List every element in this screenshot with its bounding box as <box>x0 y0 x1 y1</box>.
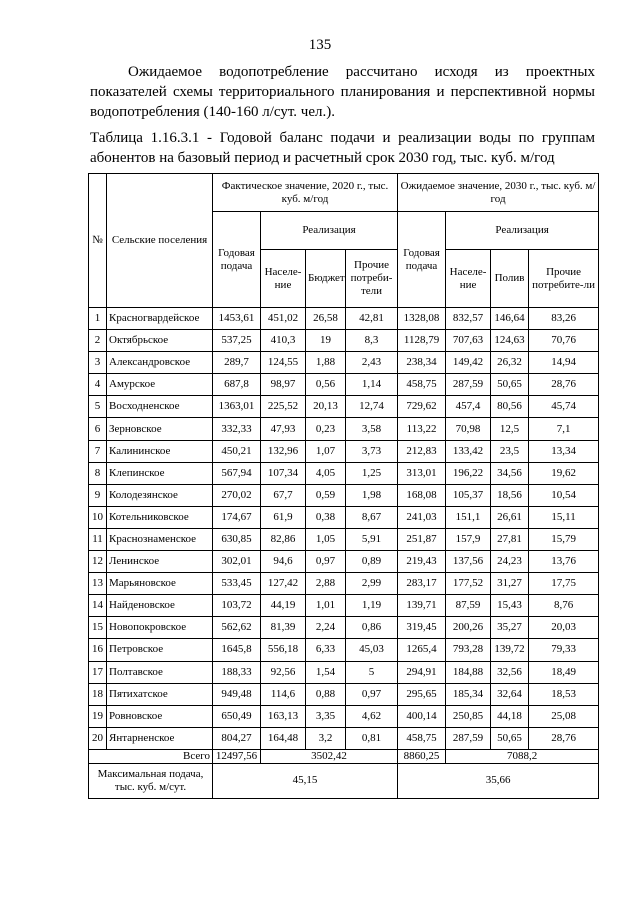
fact-other: 3,73 <box>346 440 398 462</box>
expected-watering: 31,27 <box>491 573 529 595</box>
fact-population: 107,34 <box>261 462 306 484</box>
expected-population: 200,26 <box>446 617 491 639</box>
header-expected-population: Населе-ние <box>446 250 491 308</box>
fact-other: 5,91 <box>346 528 398 550</box>
fact-other: 0,89 <box>346 551 398 573</box>
fact-supply: 332,33 <box>213 418 261 440</box>
fact-budget: 0,56 <box>306 374 346 396</box>
expected-other: 10,54 <box>529 484 599 506</box>
fact-budget: 4,05 <box>306 462 346 484</box>
table-row <box>89 617 599 639</box>
fact-budget: 0,38 <box>306 506 346 528</box>
fact-budget: 1,88 <box>306 352 346 374</box>
max-supply-row <box>89 763 599 798</box>
expected-other: 19,62 <box>529 462 599 484</box>
fact-population: 98,97 <box>261 374 306 396</box>
row-num: 19 <box>89 705 107 727</box>
expected-supply: 238,34 <box>398 352 446 374</box>
expected-watering: 124,63 <box>491 330 529 352</box>
fact-population: 94,6 <box>261 551 306 573</box>
expected-supply: 400,14 <box>398 705 446 727</box>
fact-other: 0,97 <box>346 683 398 705</box>
fact-supply: 630,85 <box>213 528 261 550</box>
expected-watering: 50,65 <box>491 727 529 749</box>
fact-other: 3,58 <box>346 418 398 440</box>
settlement-name: Новопокровское <box>107 617 213 639</box>
table-row <box>89 330 599 352</box>
row-num: 20 <box>89 727 107 749</box>
row-num: 16 <box>89 639 107 661</box>
fact-supply: 289,7 <box>213 352 261 374</box>
settlement-name: Ленинское <box>107 551 213 573</box>
fact-other: 1,98 <box>346 484 398 506</box>
expected-watering: 32,64 <box>491 683 529 705</box>
fact-population: 44,19 <box>261 595 306 617</box>
fact-other: 4,62 <box>346 705 398 727</box>
table-row <box>89 528 599 550</box>
row-num: 6 <box>89 418 107 440</box>
header-fact-population: Населе-ние <box>261 250 306 308</box>
total-label: Всего <box>89 749 213 763</box>
table-row <box>89 639 599 661</box>
table-row <box>89 308 599 330</box>
expected-supply: 729,62 <box>398 396 446 418</box>
expected-other: 18,49 <box>529 661 599 683</box>
expected-population: 287,59 <box>446 727 491 749</box>
expected-watering: 34,56 <box>491 462 529 484</box>
header-expected-annual-supply: Годовая подача <box>398 212 446 308</box>
expected-population: 105,37 <box>446 484 491 506</box>
expected-supply: 168,08 <box>398 484 446 506</box>
expected-other: 13,34 <box>529 440 599 462</box>
header-expected-period: Ожидаемое значение, 2030 г., тыс. куб. м/год <box>398 174 599 212</box>
expected-other: 45,74 <box>529 396 599 418</box>
expected-watering: 27,81 <box>491 528 529 550</box>
settlement-name: Петровское <box>107 639 213 661</box>
fact-other: 1,19 <box>346 595 398 617</box>
expected-watering: 44,18 <box>491 705 529 727</box>
fact-supply: 174,67 <box>213 506 261 528</box>
fact-budget: 2,88 <box>306 573 346 595</box>
max-supply-fact: 45,15 <box>213 763 398 798</box>
fact-supply: 537,25 <box>213 330 261 352</box>
table-row <box>89 661 599 683</box>
fact-other: 45,03 <box>346 639 398 661</box>
expected-other: 70,76 <box>529 330 599 352</box>
fact-other: 2,99 <box>346 573 398 595</box>
expected-watering: 26,61 <box>491 506 529 528</box>
fact-budget: 26,58 <box>306 308 346 330</box>
expected-supply: 458,75 <box>398 374 446 396</box>
table-row <box>89 705 599 727</box>
fact-supply: 567,94 <box>213 462 261 484</box>
fact-budget: 3,35 <box>306 705 346 727</box>
expected-population: 793,28 <box>446 639 491 661</box>
expected-population: 151,1 <box>446 506 491 528</box>
fact-population: 47,93 <box>261 418 306 440</box>
total-expected-realization: 7088,2 <box>446 749 599 763</box>
header-settlement: Сельские поселения <box>107 174 213 308</box>
table-row <box>89 727 599 749</box>
expected-supply: 251,87 <box>398 528 446 550</box>
expected-watering: 80,56 <box>491 396 529 418</box>
expected-population: 87,59 <box>446 595 491 617</box>
settlement-name: Клепинское <box>107 462 213 484</box>
row-num: 10 <box>89 506 107 528</box>
fact-other: 8,3 <box>346 330 398 352</box>
fact-budget: 0,88 <box>306 683 346 705</box>
expected-other: 8,76 <box>529 595 599 617</box>
fact-population: 451,02 <box>261 308 306 330</box>
fact-budget: 19 <box>306 330 346 352</box>
expected-other: 20,03 <box>529 617 599 639</box>
table-row <box>89 506 599 528</box>
fact-budget: 1,07 <box>306 440 346 462</box>
expected-other: 28,76 <box>529 374 599 396</box>
fact-supply: 188,33 <box>213 661 261 683</box>
expected-other: 15,79 <box>529 528 599 550</box>
fact-supply: 804,27 <box>213 727 261 749</box>
expected-supply: 319,45 <box>398 617 446 639</box>
settlement-name: Марьяновское <box>107 573 213 595</box>
fact-population: 92,56 <box>261 661 306 683</box>
fact-population: 225,52 <box>261 396 306 418</box>
table-row <box>89 573 599 595</box>
header-fact-budget: Бюджет <box>306 250 346 308</box>
expected-supply: 212,83 <box>398 440 446 462</box>
expected-population: 457,4 <box>446 396 491 418</box>
fact-other: 5 <box>346 661 398 683</box>
header-fact-other: Прочие потреби-тели <box>346 250 398 308</box>
settlement-name: Александровское <box>107 352 213 374</box>
water-balance-table <box>88 173 599 799</box>
row-num: 9 <box>89 484 107 506</box>
expected-supply: 283,17 <box>398 573 446 595</box>
header-expected-other: Прочие потребите-ли <box>529 250 599 308</box>
settlement-name: Восходненское <box>107 396 213 418</box>
expected-watering: 146,64 <box>491 308 529 330</box>
expected-supply: 219,43 <box>398 551 446 573</box>
fact-supply: 450,21 <box>213 440 261 462</box>
header-fact-realization: Реализация <box>261 212 398 250</box>
fact-population: 127,42 <box>261 573 306 595</box>
expected-supply: 295,65 <box>398 683 446 705</box>
table-body <box>89 308 599 750</box>
fact-supply: 949,48 <box>213 683 261 705</box>
settlement-name: Найденовское <box>107 595 213 617</box>
expected-population: 70,98 <box>446 418 491 440</box>
expected-watering: 139,72 <box>491 639 529 661</box>
header-fact-period: Фактическое значение, 2020 г., тыс. куб. м/год <box>213 174 398 212</box>
expected-other: 83,26 <box>529 308 599 330</box>
fact-other: 2,43 <box>346 352 398 374</box>
header-expected-watering: Полив <box>491 250 529 308</box>
expected-population: 157,9 <box>446 528 491 550</box>
expected-population: 133,42 <box>446 440 491 462</box>
table-row <box>89 551 599 573</box>
expected-supply: 1265,4 <box>398 639 446 661</box>
expected-supply: 458,75 <box>398 727 446 749</box>
max-supply-expected: 35,66 <box>398 763 599 798</box>
expected-supply: 294,91 <box>398 661 446 683</box>
fact-other: 0,86 <box>346 617 398 639</box>
fact-budget: 1,54 <box>306 661 346 683</box>
settlement-name: Октябрьское <box>107 330 213 352</box>
expected-supply: 113,22 <box>398 418 446 440</box>
fact-population: 67,7 <box>261 484 306 506</box>
expected-population: 185,34 <box>446 683 491 705</box>
row-num: 14 <box>89 595 107 617</box>
fact-budget: 6,33 <box>306 639 346 661</box>
table-row <box>89 484 599 506</box>
fact-budget: 20,13 <box>306 396 346 418</box>
expected-population: 184,88 <box>446 661 491 683</box>
row-num: 3 <box>89 352 107 374</box>
expected-population: 177,52 <box>446 573 491 595</box>
settlement-name: Пятихатское <box>107 683 213 705</box>
expected-other: 15,11 <box>529 506 599 528</box>
settlement-name: Котельниковское <box>107 506 213 528</box>
row-num: 15 <box>89 617 107 639</box>
fact-supply: 1645,8 <box>213 639 261 661</box>
header-num: № <box>89 174 107 308</box>
fact-population: 81,39 <box>261 617 306 639</box>
header-fact-annual-supply: Годовая подача <box>213 212 261 308</box>
fact-budget: 1,01 <box>306 595 346 617</box>
fact-population: 163,13 <box>261 705 306 727</box>
fact-other: 1,25 <box>346 462 398 484</box>
table-row <box>89 440 599 462</box>
table-row <box>89 462 599 484</box>
settlement-name: Калининское <box>107 440 213 462</box>
settlement-name: Янтарненское <box>107 727 213 749</box>
page-number: 135 <box>308 37 332 53</box>
fact-population: 124,55 <box>261 352 306 374</box>
expected-other: 13,76 <box>529 551 599 573</box>
fact-supply: 562,62 <box>213 617 261 639</box>
expected-other: 25,08 <box>529 705 599 727</box>
table-row <box>89 396 599 418</box>
expected-watering: 50,65 <box>491 374 529 396</box>
fact-supply: 1453,61 <box>213 308 261 330</box>
row-num: 11 <box>89 528 107 550</box>
fact-population: 82,86 <box>261 528 306 550</box>
fact-budget: 0,97 <box>306 551 346 573</box>
expected-other: 14,94 <box>529 352 599 374</box>
total-row <box>89 749 599 763</box>
row-num: 18 <box>89 683 107 705</box>
expected-watering: 23,5 <box>491 440 529 462</box>
expected-watering: 15,43 <box>491 595 529 617</box>
expected-population: 137,56 <box>446 551 491 573</box>
fact-other: 8,67 <box>346 506 398 528</box>
row-num: 2 <box>89 330 107 352</box>
fact-supply: 687,8 <box>213 374 261 396</box>
fact-supply: 270,02 <box>213 484 261 506</box>
expected-supply: 1128,79 <box>398 330 446 352</box>
fact-budget: 3,2 <box>306 727 346 749</box>
expected-population: 149,42 <box>446 352 491 374</box>
table-row <box>89 683 599 705</box>
expected-other: 17,75 <box>529 573 599 595</box>
row-num: 8 <box>89 462 107 484</box>
expected-watering: 18,56 <box>491 484 529 506</box>
expected-other: 7,1 <box>529 418 599 440</box>
fact-population: 410,3 <box>261 330 306 352</box>
table-row <box>89 352 599 374</box>
settlement-name: Краснознаменское <box>107 528 213 550</box>
fact-supply: 302,01 <box>213 551 261 573</box>
settlement-name: Амурское <box>107 374 213 396</box>
settlement-name: Зерновское <box>107 418 213 440</box>
expected-watering: 12,5 <box>491 418 529 440</box>
fact-population: 132,96 <box>261 440 306 462</box>
fact-other: 12,74 <box>346 396 398 418</box>
header-expected-realization: Реализация <box>446 212 599 250</box>
expected-watering: 24,23 <box>491 551 529 573</box>
table-row <box>89 374 599 396</box>
fact-population: 164,48 <box>261 727 306 749</box>
expected-supply: 139,71 <box>398 595 446 617</box>
expected-population: 250,85 <box>446 705 491 727</box>
fact-other: 42,81 <box>346 308 398 330</box>
settlement-name: Красногвардейское <box>107 308 213 330</box>
table-caption: Таблица 1.16.3.1 - Годовой баланс подачи и реализации воды по группам абонентов на базовый период и расчетный срок 2030 год, тыс. куб. м/год <box>90 130 595 166</box>
fact-budget: 0,59 <box>306 484 346 506</box>
settlement-name: Ровновское <box>107 705 213 727</box>
expected-population: 707,63 <box>446 330 491 352</box>
row-num: 1 <box>89 308 107 330</box>
expected-watering: 26,32 <box>491 352 529 374</box>
total-fact-supply: 12497,56 <box>213 749 261 763</box>
total-expected-supply: 8860,25 <box>398 749 446 763</box>
expected-other: 79,33 <box>529 639 599 661</box>
row-num: 12 <box>89 551 107 573</box>
fact-population: 61,9 <box>261 506 306 528</box>
table-row <box>89 418 599 440</box>
fact-other: 0,81 <box>346 727 398 749</box>
expected-watering: 35,27 <box>491 617 529 639</box>
settlement-name: Колодезянское <box>107 484 213 506</box>
row-num: 13 <box>89 573 107 595</box>
max-supply-label: Максимальная подача, тыс. куб. м/сут. <box>89 763 213 798</box>
fact-supply: 1363,01 <box>213 396 261 418</box>
fact-supply: 533,45 <box>213 573 261 595</box>
expected-other: 18,53 <box>529 683 599 705</box>
expected-population: 832,57 <box>446 308 491 330</box>
expected-supply: 313,01 <box>398 462 446 484</box>
fact-supply: 103,72 <box>213 595 261 617</box>
expected-other: 28,76 <box>529 727 599 749</box>
expected-population: 196,22 <box>446 462 491 484</box>
expected-supply: 241,03 <box>398 506 446 528</box>
fact-budget: 2,24 <box>306 617 346 639</box>
fact-other: 1,14 <box>346 374 398 396</box>
fact-supply: 650,49 <box>213 705 261 727</box>
fact-budget: 1,05 <box>306 528 346 550</box>
fact-budget: 0,23 <box>306 418 346 440</box>
fact-population: 556,18 <box>261 639 306 661</box>
settlement-name: Полтавское <box>107 661 213 683</box>
row-num: 7 <box>89 440 107 462</box>
total-fact-realization: 3502,42 <box>261 749 398 763</box>
row-num: 17 <box>89 661 107 683</box>
row-num: 4 <box>89 374 107 396</box>
expected-supply: 1328,08 <box>398 308 446 330</box>
table-row <box>89 595 599 617</box>
row-num: 5 <box>89 396 107 418</box>
fact-population: 114,6 <box>261 683 306 705</box>
intro-paragraph: Ожидаемое водопотребление рассчитано исходя из проектных показателей схемы территориального планирования и перспективной нормы водопотребления (140-160 л/сут. чел.). <box>90 64 595 120</box>
expected-watering: 32,56 <box>491 661 529 683</box>
expected-population: 287,59 <box>446 374 491 396</box>
